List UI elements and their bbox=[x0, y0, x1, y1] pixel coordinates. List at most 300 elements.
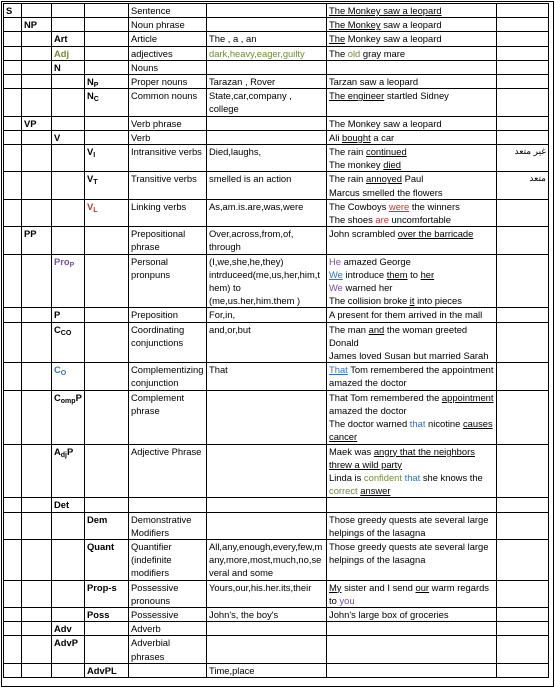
term-cell: Verb bbox=[129, 130, 207, 144]
level-4-cell: Poss bbox=[85, 607, 129, 621]
abbrev-base: N bbox=[87, 76, 94, 88]
text-segment: Tom remembered the appointment amazed the doctor bbox=[329, 364, 494, 389]
text-segment: warned her bbox=[342, 282, 393, 294]
level-1-cell bbox=[4, 512, 22, 539]
sentence-cell bbox=[327, 390, 497, 444]
level-3-cell bbox=[52, 145, 85, 172]
level-4-cell bbox=[85, 75, 129, 89]
term-cell bbox=[129, 663, 207, 677]
table-body bbox=[4, 4, 549, 678]
level-1-cell bbox=[4, 227, 22, 254]
term-cell: Adverb bbox=[129, 622, 207, 636]
arabic-note-cell bbox=[497, 18, 549, 32]
level-2-cell bbox=[22, 512, 52, 539]
abbrev-subscript: C bbox=[93, 96, 99, 104]
text-segment: amazed George bbox=[340, 255, 411, 267]
table-row bbox=[4, 512, 549, 539]
arabic-note-cell bbox=[497, 580, 549, 607]
examples-cell: smelled is an action bbox=[207, 172, 327, 199]
level-4-cell bbox=[85, 498, 129, 512]
examples-cell: Over,across,from,of, through bbox=[207, 227, 327, 254]
table-row bbox=[4, 18, 549, 32]
table-row bbox=[4, 444, 549, 498]
table-row bbox=[4, 539, 549, 580]
text-segment: she knows the bbox=[420, 471, 483, 483]
term-cell: Preposition bbox=[129, 308, 207, 322]
level-2-cell bbox=[22, 172, 52, 199]
term-cell: Coordinating conjunctions bbox=[129, 322, 207, 363]
level-2-cell bbox=[22, 4, 52, 18]
arabic-note-cell bbox=[497, 199, 549, 226]
table-row bbox=[4, 390, 549, 444]
table-row bbox=[4, 227, 549, 254]
text-segment: the woman greeted Donald bbox=[329, 323, 468, 348]
examples-cell bbox=[207, 636, 327, 663]
examples-cell bbox=[207, 512, 327, 539]
text-segment: Maek was bbox=[329, 445, 374, 457]
sentence-cell: A present for them arrived in the mall bbox=[327, 308, 497, 322]
term-cell: Noun phrase bbox=[129, 18, 207, 32]
level-1-cell bbox=[4, 539, 22, 580]
arabic-note-cell bbox=[497, 75, 549, 89]
text-segment: them bbox=[386, 268, 408, 280]
level-1-cell bbox=[4, 390, 22, 444]
table-row bbox=[4, 32, 549, 46]
level-4-cell bbox=[85, 199, 129, 226]
table-row bbox=[4, 199, 549, 226]
level-2-cell bbox=[22, 254, 52, 308]
level-3-cell bbox=[52, 444, 85, 498]
examples-cell bbox=[207, 18, 327, 32]
sentence-cell bbox=[327, 130, 497, 144]
text-segment: introduce bbox=[342, 268, 387, 280]
level-3-cell bbox=[52, 199, 85, 226]
examples-cell bbox=[207, 498, 327, 512]
examples-cell: For,in, bbox=[207, 308, 327, 322]
arabic-note-cell bbox=[497, 663, 549, 677]
arabic-note-cell bbox=[497, 60, 549, 74]
sentence-cell bbox=[327, 227, 497, 254]
examples-cell bbox=[207, 622, 327, 636]
table-row bbox=[4, 607, 549, 621]
level-4-cell bbox=[85, 4, 129, 18]
abbrev-base: V bbox=[87, 200, 94, 212]
text-segment: are bbox=[375, 214, 389, 226]
level-1-cell bbox=[4, 172, 22, 199]
text-segment: The shoes bbox=[329, 214, 376, 226]
sentence-cell bbox=[327, 444, 497, 498]
level-1-cell bbox=[4, 60, 22, 74]
text-segment: correct bbox=[329, 485, 358, 497]
abbrev-base: V bbox=[87, 173, 94, 185]
level-3-cell bbox=[52, 580, 85, 607]
text-segment: Monkey saw a leopard bbox=[345, 33, 442, 45]
level-1-cell bbox=[4, 18, 22, 32]
table-row bbox=[4, 254, 549, 308]
table-row bbox=[4, 46, 549, 60]
text-segment: answer bbox=[360, 485, 391, 497]
examples-cell: Tarazan , Rover bbox=[207, 75, 327, 89]
text-segment: into pieces bbox=[414, 295, 462, 307]
level-3-cell bbox=[52, 116, 85, 130]
level-4-cell bbox=[85, 130, 129, 144]
table-row bbox=[4, 130, 549, 144]
level-3-cell bbox=[52, 322, 85, 363]
text-segment: you bbox=[339, 594, 355, 606]
term-cell: Adjective Phrase bbox=[129, 444, 207, 498]
level-1-cell bbox=[4, 663, 22, 677]
level-4-cell bbox=[85, 145, 129, 172]
examples-cell: and,or,but bbox=[207, 322, 327, 363]
sentence-cell bbox=[327, 322, 497, 363]
term-cell: Complementizing conjunction bbox=[129, 363, 207, 390]
sentence-cell bbox=[327, 89, 497, 116]
text-segment: The bbox=[329, 47, 348, 59]
level-4-cell bbox=[85, 227, 129, 254]
examples-cell bbox=[207, 390, 327, 444]
level-1-cell bbox=[4, 254, 22, 308]
level-4-cell bbox=[85, 46, 129, 60]
level-1-cell bbox=[4, 607, 22, 621]
level-4-cell: Dem bbox=[85, 512, 129, 539]
level-1-cell bbox=[4, 130, 22, 144]
level-4-cell: Quant bbox=[85, 539, 129, 580]
level-1-cell: S bbox=[4, 4, 22, 18]
text-segment: He bbox=[329, 255, 341, 267]
sentence-cell bbox=[327, 498, 497, 512]
level-2-cell bbox=[22, 60, 52, 74]
sentence-cell bbox=[327, 172, 497, 199]
level-3-cell: V bbox=[52, 130, 85, 144]
table-row bbox=[4, 580, 549, 607]
table-row bbox=[4, 172, 549, 199]
arabic-note-cell bbox=[497, 512, 549, 539]
text-segment: startled Sidney bbox=[384, 90, 449, 102]
text-segment: John scrambled bbox=[329, 228, 398, 240]
table-row bbox=[4, 322, 549, 363]
level-1-cell bbox=[4, 145, 22, 172]
arabic-note-cell bbox=[497, 390, 549, 444]
term-cell: Intransitive verbs bbox=[129, 145, 207, 172]
level-4-cell bbox=[85, 444, 129, 498]
level-3-cell: Det bbox=[52, 498, 85, 512]
examples-cell: Yours,our,his.her.its,their bbox=[207, 580, 327, 607]
examples-cell bbox=[207, 4, 327, 18]
text-segment: confident bbox=[363, 471, 402, 483]
text-segment: The Monkey saw a leopard bbox=[329, 5, 442, 16]
level-4-cell bbox=[85, 308, 129, 322]
arabic-note-cell bbox=[497, 4, 549, 18]
text-segment: our bbox=[415, 581, 430, 593]
level-1-cell bbox=[4, 322, 22, 363]
text-segment: died bbox=[383, 159, 401, 171]
sentence-cell bbox=[327, 46, 497, 60]
arabic-note-cell bbox=[497, 89, 549, 116]
term-cell: Article bbox=[129, 32, 207, 46]
text-segment: The rain bbox=[329, 173, 366, 185]
level-2-cell bbox=[22, 580, 52, 607]
abbrev-base: C bbox=[54, 364, 61, 376]
level-1-cell bbox=[4, 32, 22, 46]
text-segment: old bbox=[347, 47, 361, 59]
term-cell: Linking verbs bbox=[129, 199, 207, 226]
term-cell: Possessive bbox=[129, 607, 207, 621]
abbrev-subscript: L bbox=[93, 206, 98, 214]
level-3-cell: Adv bbox=[52, 622, 85, 636]
level-4-cell bbox=[85, 172, 129, 199]
level-2-cell bbox=[22, 46, 52, 60]
term-cell: Quantifier (indefinite modifiers bbox=[129, 539, 207, 580]
level-4-cell: AdvPL bbox=[85, 663, 129, 677]
text-segment: over the barricade bbox=[397, 228, 474, 240]
text-segment: My bbox=[329, 581, 342, 593]
sentence-cell: Those greedy quests ate several large helpings of the lasagna bbox=[327, 512, 497, 539]
level-2-cell bbox=[22, 636, 52, 663]
term-cell: Possessive pronouns bbox=[129, 580, 207, 607]
table-row bbox=[4, 116, 549, 130]
level-2-cell bbox=[22, 130, 52, 144]
examples-cell bbox=[207, 444, 327, 498]
level-2-cell bbox=[22, 607, 52, 621]
term-cell: Proper nouns bbox=[129, 75, 207, 89]
text-segment: The engineer bbox=[329, 90, 385, 102]
sentence-cell bbox=[327, 32, 497, 46]
text-segment: that bbox=[404, 471, 421, 483]
examples-cell: State,car,company , college bbox=[207, 89, 327, 116]
text-segment: saw a leopard bbox=[380, 19, 442, 31]
text-segment: Ali bbox=[329, 131, 343, 143]
level-2-cell bbox=[22, 308, 52, 322]
term-cell: Prepositional phrase bbox=[129, 227, 207, 254]
text-segment: That bbox=[329, 364, 348, 376]
table-row bbox=[4, 663, 549, 677]
abbrev-tail: P bbox=[67, 445, 74, 457]
sentence-cell bbox=[327, 254, 497, 308]
arabic-note-cell bbox=[497, 539, 549, 580]
sentence-cell bbox=[327, 4, 497, 18]
sentence-cell bbox=[327, 622, 497, 636]
level-4-cell bbox=[85, 322, 129, 363]
abbrev-base: Pro bbox=[54, 255, 70, 267]
abbrev-subscript: omp bbox=[60, 397, 76, 405]
text-segment: The man bbox=[329, 323, 369, 335]
table-row bbox=[4, 60, 549, 74]
text-segment: the winners bbox=[409, 200, 460, 212]
text-segment: bought bbox=[342, 131, 371, 143]
level-1-cell bbox=[4, 75, 22, 89]
level-2-cell bbox=[22, 89, 52, 116]
text-segment: to bbox=[407, 268, 421, 280]
abbrev-subscript: CO bbox=[60, 329, 72, 337]
abbrev-subscript: O bbox=[60, 370, 67, 378]
level-4-cell bbox=[85, 636, 129, 663]
level-2-cell bbox=[22, 539, 52, 580]
level-2-cell bbox=[22, 32, 52, 46]
level-1-cell bbox=[4, 89, 22, 116]
arabic-note-cell bbox=[497, 116, 549, 130]
text-segment: nicotine bbox=[425, 418, 463, 430]
table-row bbox=[4, 145, 549, 172]
term-cell: Transitive verbs bbox=[129, 172, 207, 199]
arabic-note-cell bbox=[497, 622, 549, 636]
level-3-cell bbox=[52, 4, 85, 18]
term-cell: Nouns bbox=[129, 60, 207, 74]
sentence-cell: The Monkey saw a leopard bbox=[327, 116, 497, 130]
text-segment: The bbox=[329, 33, 346, 45]
level-4-cell: Prop-s bbox=[85, 580, 129, 607]
table-row bbox=[4, 308, 549, 322]
abbrev-base: C bbox=[54, 391, 61, 403]
sentence-cell bbox=[327, 18, 497, 32]
level-3-cell bbox=[52, 512, 85, 539]
examples-cell: Died,laughs, bbox=[207, 145, 327, 172]
text-segment: uncomfortable bbox=[388, 214, 451, 226]
level-2-cell bbox=[22, 622, 52, 636]
abbrev-subscript: P bbox=[93, 82, 99, 90]
table-row bbox=[4, 4, 549, 18]
level-1-cell bbox=[4, 308, 22, 322]
level-3-cell bbox=[52, 227, 85, 254]
level-2-cell bbox=[22, 390, 52, 444]
sentence-cell: Those greedy quests ate several large helpings of the lasagna bbox=[327, 539, 497, 580]
term-cell: Complement phrase bbox=[129, 390, 207, 444]
sentence-cell bbox=[327, 145, 497, 172]
text-segment: The rain bbox=[329, 146, 366, 158]
abbrev-base: N bbox=[87, 90, 94, 102]
level-4-cell bbox=[85, 390, 129, 444]
sentence-cell bbox=[327, 663, 497, 677]
abbrev-subscript: P bbox=[69, 261, 75, 269]
arabic-note-cell: غير متعد bbox=[497, 145, 549, 172]
text-segment: The monkey bbox=[329, 159, 384, 171]
term-cell: adjectives bbox=[129, 46, 207, 60]
level-2-cell bbox=[22, 199, 52, 226]
level-2-cell bbox=[22, 145, 52, 172]
text-segment: and bbox=[368, 323, 385, 335]
arabic-note-cell bbox=[497, 636, 549, 663]
level-2-cell bbox=[22, 663, 52, 677]
sentence-cell bbox=[327, 199, 497, 226]
level-2-cell bbox=[22, 322, 52, 363]
abbrev-subscript: dj bbox=[60, 451, 68, 459]
level-1-cell bbox=[4, 363, 22, 390]
level-1-cell bbox=[4, 199, 22, 226]
level-3-cell bbox=[52, 254, 85, 308]
level-3-cell bbox=[52, 89, 85, 116]
level-3-cell bbox=[52, 663, 85, 677]
text-segment: gray mare bbox=[360, 47, 406, 59]
text-segment: The Monkey bbox=[329, 19, 381, 31]
level-2-cell bbox=[22, 75, 52, 89]
text-segment: that bbox=[409, 418, 426, 430]
text-segment: dark,heavy,eager,guilty bbox=[209, 47, 305, 59]
level-3-cell bbox=[52, 607, 85, 621]
text-segment: That Tom remembered the bbox=[329, 391, 442, 403]
text-segment: continued bbox=[366, 146, 407, 158]
grammar-table bbox=[3, 3, 549, 678]
level-2-cell: NP bbox=[22, 18, 52, 32]
term-cell: Common nouns bbox=[129, 89, 207, 116]
sentence-cell bbox=[327, 363, 497, 390]
examples-cell bbox=[207, 130, 327, 144]
examples-cell bbox=[207, 60, 327, 74]
level-4-cell bbox=[85, 363, 129, 390]
arabic-note-cell bbox=[497, 363, 549, 390]
level-3-cell bbox=[52, 363, 85, 390]
level-3-cell: AdvP bbox=[52, 636, 85, 663]
abbrev-base: A bbox=[54, 445, 61, 457]
text-segment: warm regards to bbox=[329, 581, 489, 606]
level-4-cell bbox=[85, 18, 129, 32]
arabic-note-cell bbox=[497, 46, 549, 60]
term-cell: Demonstrative Modifiers bbox=[129, 512, 207, 539]
arabic-note-cell: متعد bbox=[497, 172, 549, 199]
arabic-note-cell bbox=[497, 308, 549, 322]
text-segment: angry that the neighbors threw a wild party bbox=[329, 445, 475, 470]
level-2-cell bbox=[22, 444, 52, 498]
level-1-cell bbox=[4, 46, 22, 60]
level-3-cell: Art bbox=[52, 32, 85, 46]
text-segment: sister and I send bbox=[341, 581, 416, 593]
text-segment: Marcus smelled the flowers bbox=[329, 186, 443, 198]
text-segment: appointment bbox=[441, 391, 494, 403]
examples-cell bbox=[207, 46, 327, 60]
text-segment: Paul bbox=[401, 173, 424, 185]
examples-cell: That bbox=[207, 363, 327, 390]
term-cell: Personal pronpuns bbox=[129, 254, 207, 308]
text-segment: it bbox=[409, 295, 415, 307]
table-row bbox=[4, 363, 549, 390]
level-3-cell bbox=[52, 18, 85, 32]
table-row bbox=[4, 622, 549, 636]
level-1-cell bbox=[4, 622, 22, 636]
level-3-cell bbox=[52, 539, 85, 580]
level-2-cell: PP bbox=[22, 227, 52, 254]
text-segment: We bbox=[329, 268, 343, 280]
abbrev-subscript: I bbox=[93, 152, 96, 160]
term-cell: Adverbial phrases bbox=[129, 636, 207, 663]
term-cell: Sentence bbox=[129, 4, 207, 18]
level-1-cell bbox=[4, 580, 22, 607]
level-3-cell: P bbox=[52, 308, 85, 322]
arabic-note-cell bbox=[497, 130, 549, 144]
level-3-cell bbox=[52, 75, 85, 89]
examples-cell: As,am.is.are,was,were bbox=[207, 199, 327, 226]
abbrev-tail: P bbox=[75, 391, 82, 403]
level-4-cell bbox=[85, 116, 129, 130]
abbrev-subscript: T bbox=[93, 179, 98, 187]
level-1-cell bbox=[4, 636, 22, 663]
arabic-note-cell bbox=[497, 498, 549, 512]
text-segment: Linda is bbox=[329, 471, 364, 483]
level-1-cell bbox=[4, 498, 22, 512]
sentence-cell: John's large box of groceries bbox=[327, 607, 497, 621]
arabic-note-cell bbox=[497, 227, 549, 254]
text-segment: The doctor warned bbox=[329, 418, 410, 430]
sentence-cell bbox=[327, 636, 497, 663]
examples-cell: John's, the boy's bbox=[207, 607, 327, 621]
sentence-cell: Tarzan saw a leopard bbox=[327, 75, 497, 89]
text-segment: her bbox=[420, 268, 435, 280]
abbrev-base: C bbox=[54, 323, 61, 335]
level-1-cell bbox=[4, 444, 22, 498]
text-segment: were bbox=[388, 200, 410, 212]
text-segment: The collision broke bbox=[329, 295, 410, 307]
text-segment: We bbox=[329, 282, 343, 294]
level-4-cell bbox=[85, 254, 129, 308]
examples-cell bbox=[207, 116, 327, 130]
term-cell: Verb phrase bbox=[129, 116, 207, 130]
